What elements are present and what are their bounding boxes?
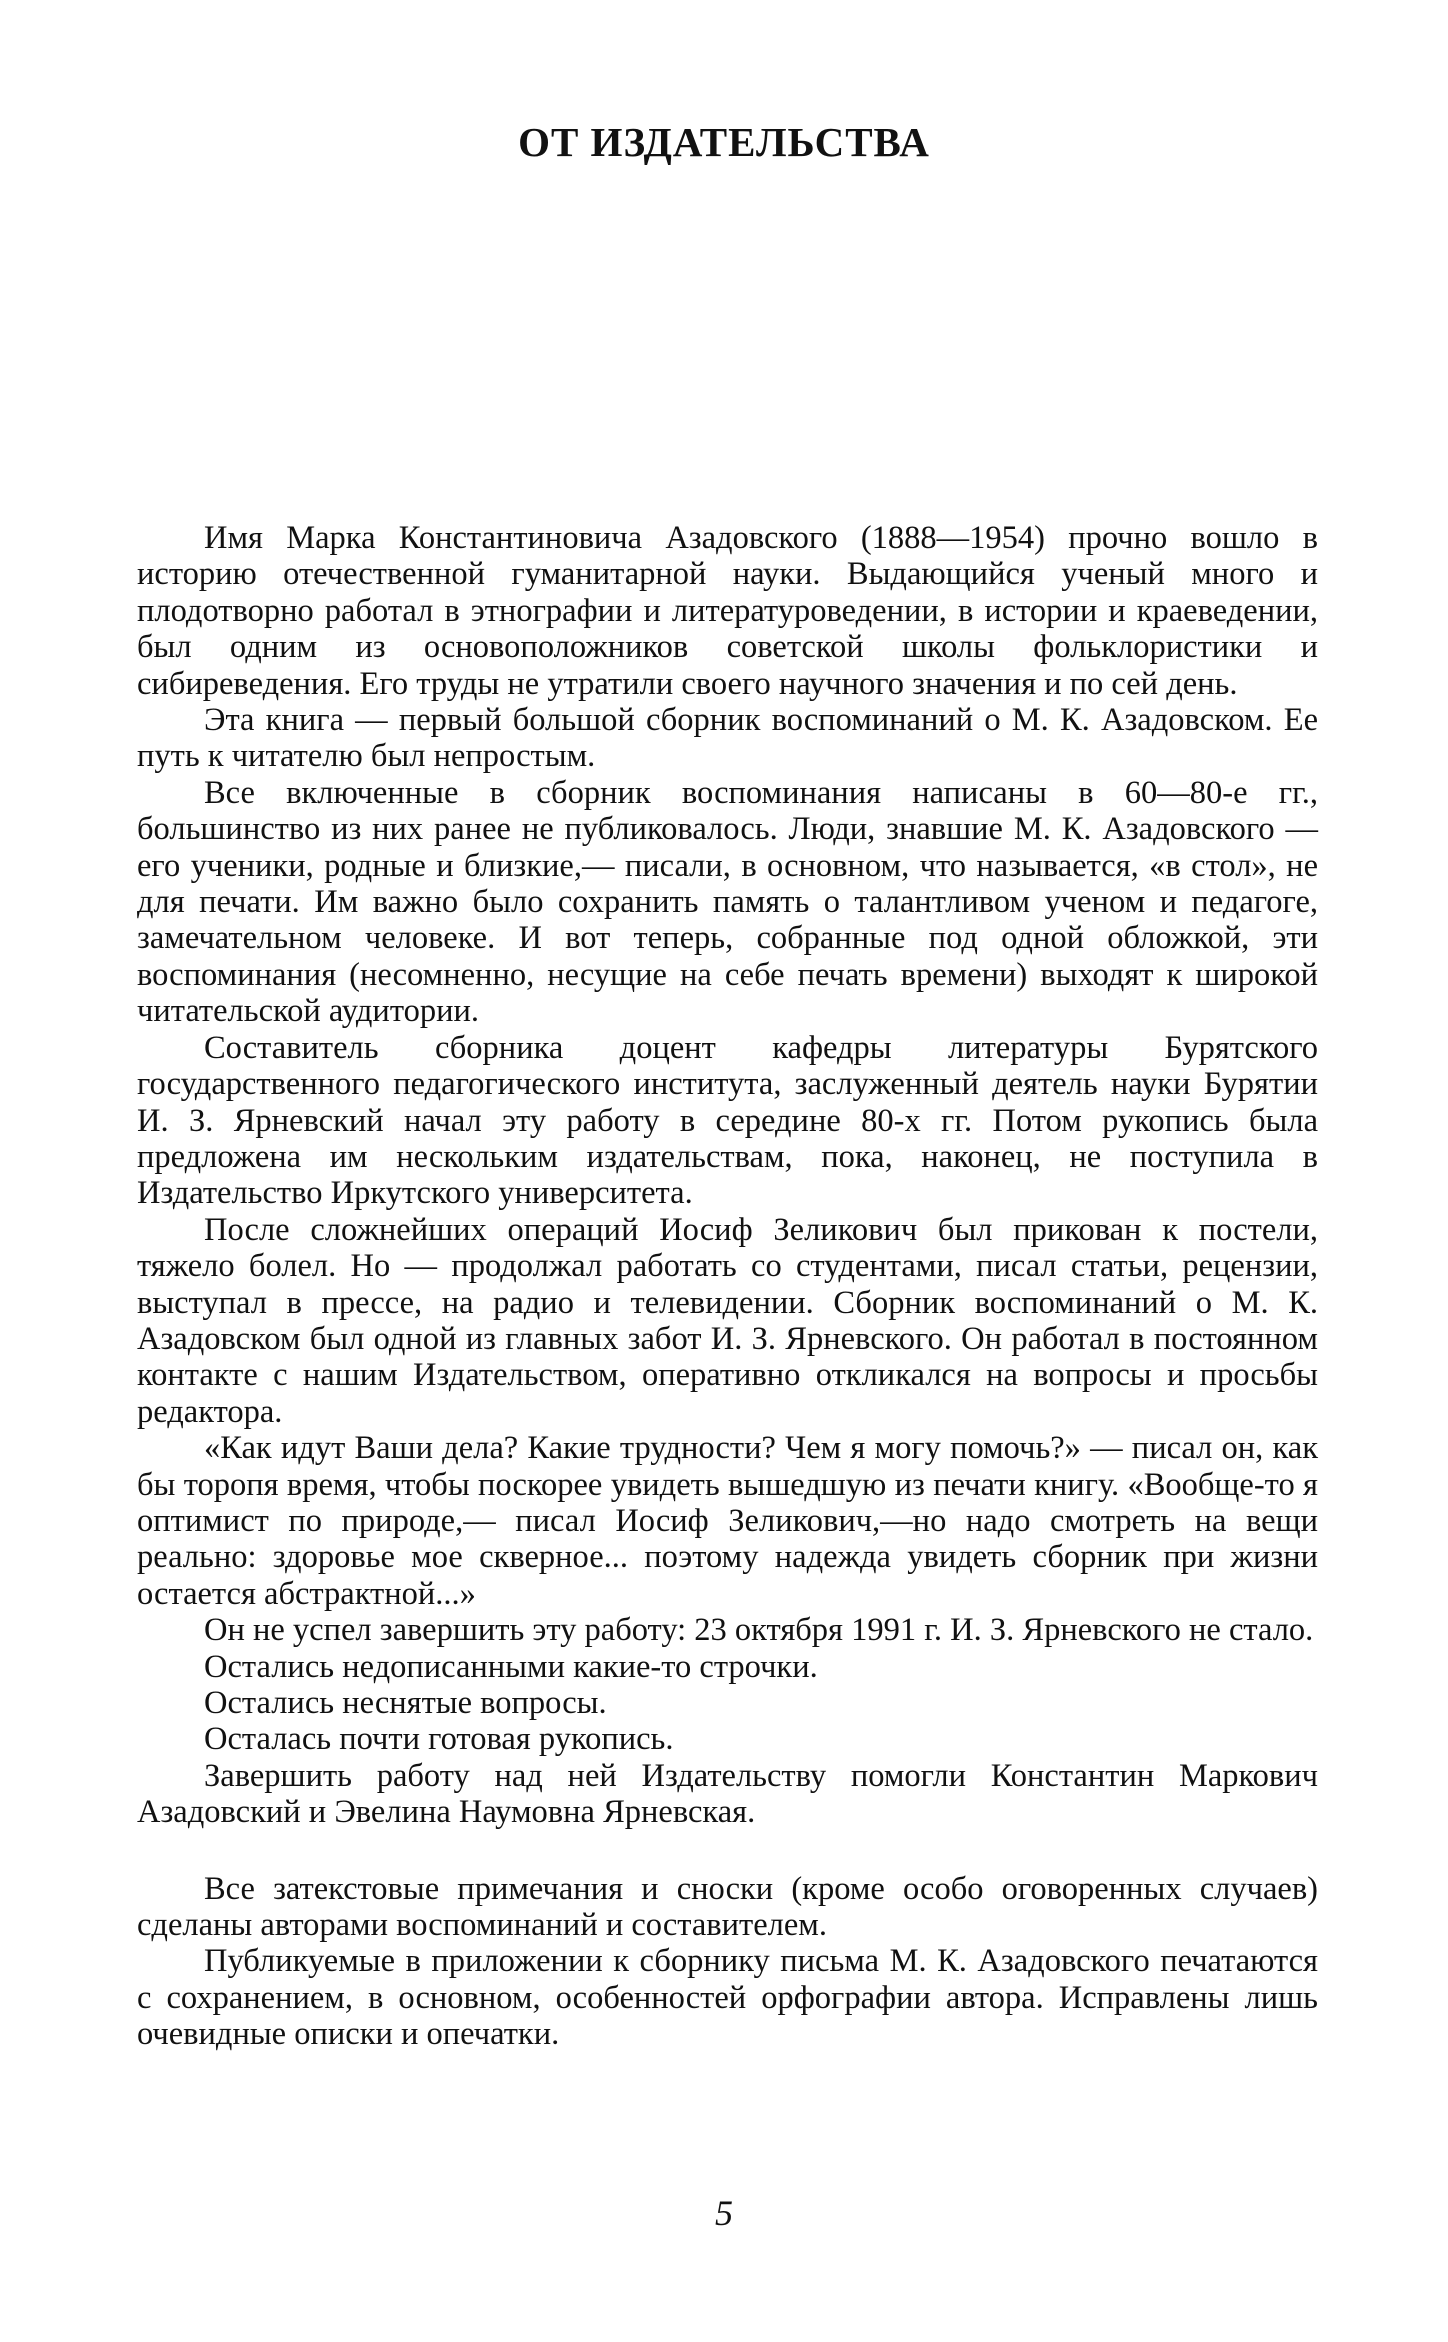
- page-number: 5: [715, 2193, 733, 2233]
- paragraph-memoirs: Все включенные в сборник воспоминания написаны в 60—80-е гг., большинство из них ранее не публиковалось. Люди, знавшие М. К. Азадовского — его ученики, родные и близкие,— писали, в основном, что называется, «в стол», не для печати. Им важно было сохранить память о талантливом ученом и педагоге, замечательном человеке. И вот теперь, собранные под одной обложкой, эти воспоминания (несомненно, несущие на себе печать времени) выходят к широкой читательской аудитории.: [137, 774, 1318, 1030]
- paragraph-completion: Завершить работу над ней Издательству помогли Константин Маркович Азадовский и Эвелина Наумовна Ярневская.: [137, 1757, 1318, 1831]
- page-title: ОТ ИЗДАТЕЛЬСТВА: [518, 119, 930, 165]
- page-body: [137, 520, 1318, 2053]
- section-spacer: [137, 1831, 1318, 1871]
- paragraph-unfinished-lines: Остались недописанными какие-то строчки.: [204, 1648, 818, 1685]
- paragraph-letters-quote: «Как идут Ваши дела? Какие трудности? Чем я могу помочь?» — писал он, как бы торопя время, чтобы поскорее увидеть вышедшую из печати книгу. «Вообще-то я оптимист по природе,— писал Иосиф Зеликович,—но надо смотреть на вещи реально: здоровье мое скверное... поэтому надежда увидеть сборник при жизни остается абстрактной...»: [137, 1430, 1318, 1612]
- paragraph-manuscript: Осталась почти готовая рукопись.: [204, 1721, 674, 1758]
- paragraph-book: Эта книга — первый большой сборник воспоминаний о М. К. Азадовском. Ее путь к читателю был непростым.: [137, 702, 1318, 775]
- note-appendix-letters: Публикуемые в приложении к сборнику письма М. К. Азадовского печатаются с сохранением, в основном, особенностей орфографии автора. Исправлены лишь очевидные описки и опечатки.: [137, 1943, 1318, 2053]
- note-footnotes: Все затекстовые примечания и сноски (кроме особо оговоренных случаев) сделаны авторами воспоминаний и составителем.: [137, 1870, 1318, 1944]
- paragraph-intro: Имя Марка Константиновича Азадовского (1888—1954) прочно вошло в историю отечественной гуманитарной науки. Выдающийся ученый много и плодотворно работал в этнографии и литературоведении, в истории и краеведении, был одним из основоположников советской школы фольклористики и сибиреведения. Его труды не утратили своего научного значения и по сей день.: [137, 520, 1318, 702]
- paragraph-open-questions: Остались неснятые вопросы.: [204, 1685, 607, 1721]
- paragraph-illness: После сложнейших операций Иосиф Зеликович был прикован к постели, тяжело болел. Но — продолжал работать со студентами, писал статьи, рецензии, выступал в прессе, на радио и телевидении. Сборник воспоминаний о М. К. Азадовском был одной из главных забот И. З. Ярневского. Он работал в постоянном контакте с нашим Издательством, оперативно откликался на вопросы и просьбы редактора.: [137, 1211, 1318, 1430]
- paragraph-death: Он не успел завершить эту работу: 23 октября 1991 г. И. З. Ярневского не стало.: [204, 1612, 1314, 1649]
- paragraph-compiler: Составитель сборника доцент кафедры литературы Бурятского государственного педагогического института, заслуженный деятель науки Бурятии И. З. Ярневский начал эту работу в середине 80-х гг. Потом рукопись была предложена им нескольким издательствам, пока, наконец, не поступила в Издательство Иркутского университета.: [137, 1029, 1318, 1212]
